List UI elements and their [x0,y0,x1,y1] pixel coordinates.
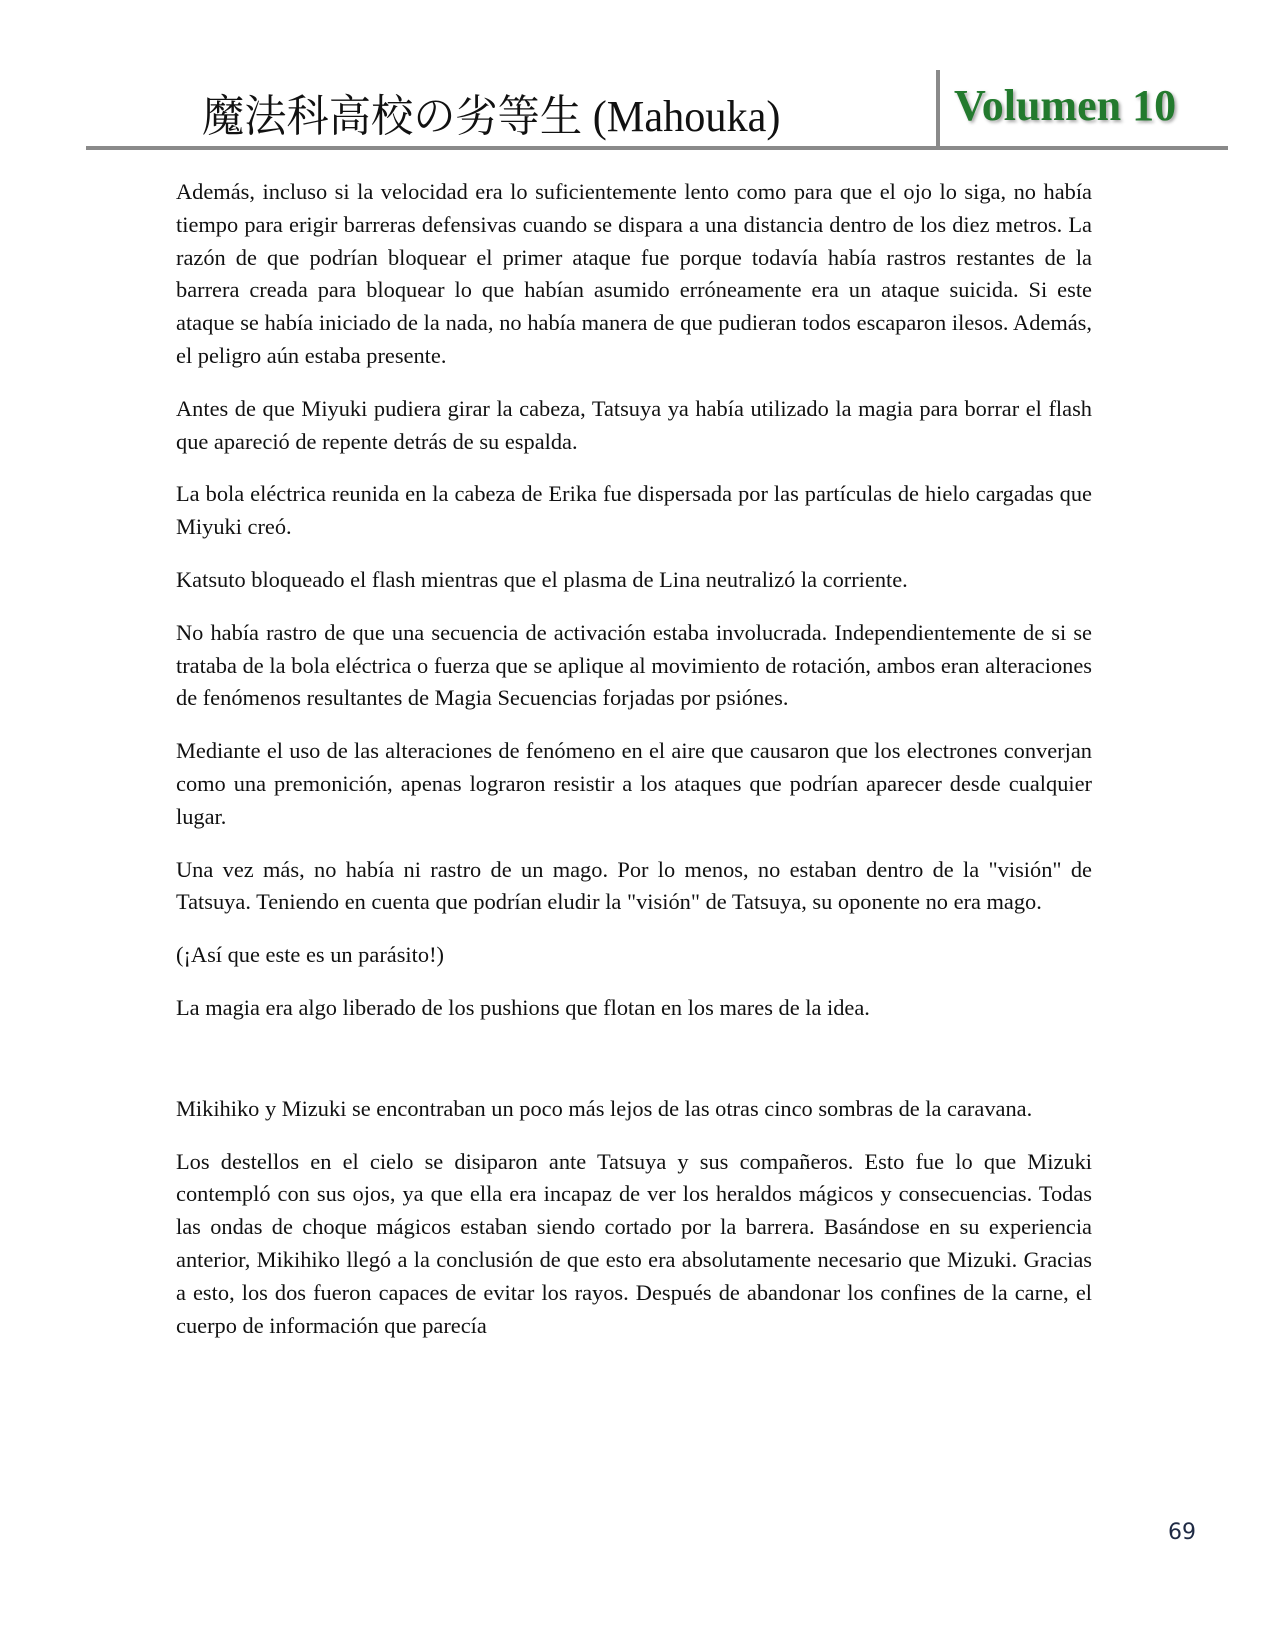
page-number: 69 [1168,1520,1196,1545]
paragraph: Mediante el uso de las alteraciones de fenómeno en el aire que causaron que los electrones converjan como una premonición, apenas lograron resistir a los ataques que podrían aparecer desde cualquier lugar. [176,738,1092,829]
paragraph: Mikihiko y Mizuki se encontraban un poco más lejos de las otras cinco sombras de la caravana. [176,1095,1033,1121]
header-divider [936,70,940,148]
paragraph: Katsuto bloqueado el flash mientras que el plasma de Lina neutralizó la corriente. [176,566,908,592]
paragraph: No había rastro de que una secuencia de activación estaba involucrada. Independientemente de si se trataba de la bola eléctrica o fuerza que se aplique al movimiento de rotación, ambos eran alteraciones de fenómenos resultantes de Magia Secuencias forjadas por psiónes. [176,619,1092,711]
paragraph: Una vez más, no había ni rastro de un mago. Por lo menos, no estaban dentro de la "visión" de Tatsuya. Teniendo en cuenta que podrían eludir la "visión" de Tatsuya, su oponente no era mago. [176,856,1092,915]
paragraph: La bola eléctrica reunida en la cabeza de Erika fue dispersada por las partículas de hielo cargadas que Miyuki creó. [176,481,1092,540]
paragraph: La magia era algo liberado de los pushions que flotan en los mares de la idea. [176,994,870,1020]
paragraph: Antes de que Miyuki pudiera girar la cabeza, Tatsuya ya había utilizado la magia para borrar el flash que apareció de repente detrás de su espalda. [176,395,1092,454]
volume-label: Volumen 10 [954,81,1177,130]
paragraph: Además, incluso si la velocidad era lo suficientemente lento como para que el ojo lo siga, no había tiempo para erigir barreras defensivas cuando se dispara a una distancia dentro de los diez metros. La razón de que podrían bloquear el primer ataque fue porque todavía había rastros restantes de la barrera creada para bloquear lo que habían asumido erróneamente era un ataque suicida. Si este ataque se había iniciado de la nada, no había manera de que pudieran todos escaparon ilesos. Además, el peligro aún estaba presente. [176,179,1092,368]
book-title: 魔法科高校の劣等生 (Mahouka) [202,92,781,141]
page-header [86,70,1226,152]
paragraph: (¡Así que este es un parásito!) [176,942,444,968]
header-rule [86,146,1228,150]
paragraph: Los destellos en el cielo se disiparon ante Tatsuya y sus compañeros. Esto fue lo que Mizuki contempló con sus ojos, ya que ella era incapaz de ver los heraldos mágicos y consecuencias. Todas las ondas de choque mágicos estaban siendo cortado por la barrera. Basándose en su experiencia anterior, Mikihiko llegó a la conclusión de que esto era absolutamente necesario que Mizuki. Gracias a esto, los dos fueron capaces de evitar los rayos. Después de abandonar los confines de la carne, el cuerpo de información que parecía [176,1148,1092,1338]
body-text [176,176,1092,1362]
